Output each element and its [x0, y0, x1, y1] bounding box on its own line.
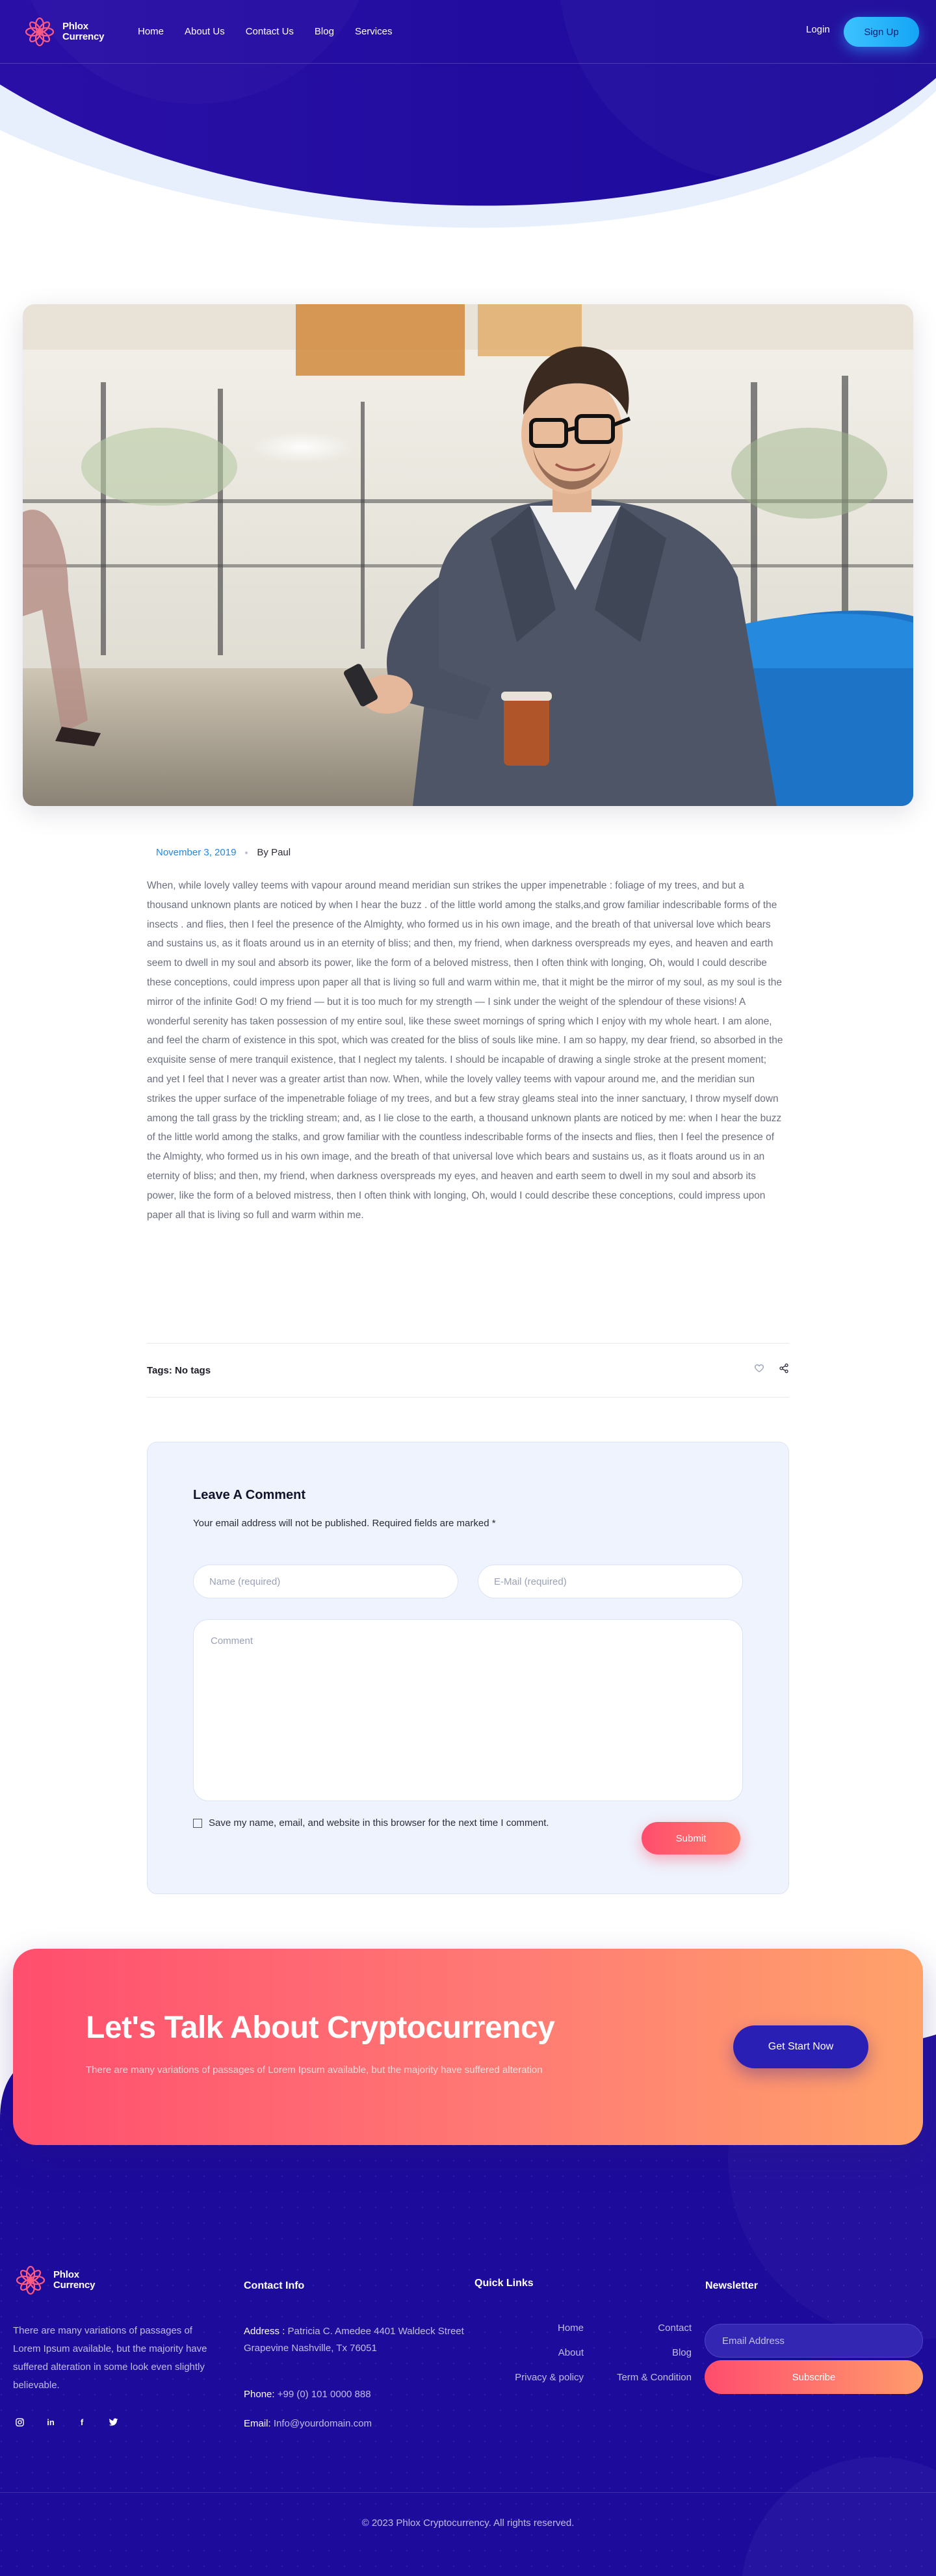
brand-logo[interactable]: [22, 14, 104, 49]
save-info-checkbox[interactable]: [193, 1819, 202, 1828]
cta-subtitle: There are many variations of passages of Lorem Ipsum available, but the majority have suffered alteration: [86, 2064, 543, 2075]
quick-links-title: Quick Links: [474, 2278, 534, 2289]
save-info-consent: [193, 1815, 570, 1831]
footer-divider: [0, 2492, 936, 2493]
address-line: [244, 2323, 465, 2357]
quick-link-terms[interactable]: Term & Condition: [616, 2372, 692, 2383]
cta-title: Let's Talk About Cryptocurrency: [86, 2010, 555, 2045]
logo-flower-icon: [22, 14, 57, 49]
linkedin-icon[interactable]: in: [47, 2417, 55, 2427]
article-meta: [156, 847, 291, 858]
heart-icon[interactable]: [754, 1363, 764, 1373]
comment-note: Your email address will not be published. Required fields are marked *: [193, 1518, 496, 1529]
contact-info-title: Contact Info: [244, 2280, 305, 2291]
brand-line-1: Phlox: [62, 21, 88, 32]
address-label: Address :: [244, 2326, 285, 2337]
newsletter-email-input[interactable]: Email Address: [705, 2324, 923, 2358]
cta-banner: [13, 1949, 923, 2145]
tags-row: [147, 1343, 789, 1398]
footer-brand-line-2: Currency: [53, 2280, 96, 2291]
top-navigation-bar: [0, 0, 936, 64]
nav-blog[interactable]: Blog: [314, 26, 334, 37]
logo-flower-icon: [13, 2263, 48, 2298]
quick-link-privacy-policy[interactable]: Privacy & policy: [515, 2372, 584, 2383]
meta-separator: [245, 852, 248, 854]
footer-brand-name: [53, 2270, 95, 2291]
nav-contact-us[interactable]: Contact Us: [245, 26, 294, 37]
consent-label: Save my name, email, and website in this browser for the next time I comment.: [209, 1817, 549, 1828]
submit-comment-button[interactable]: Submit: [642, 1822, 740, 1854]
phone-value[interactable]: +99 (0) 101 0000 888: [277, 2389, 371, 2400]
article-date[interactable]: November 3, 2019: [156, 847, 237, 858]
quick-link-blog[interactable]: Blog: [671, 2347, 692, 2358]
article-body: When, while lovely valley teems with vapour around meand meridian sun strikes the upper impenetrable : foliage of my trees, and but a thousand unknown plants are noticed by when I hear the buzz . of the little world among the stalks,and grow familiar indescribable forms of the insects . and flies, then I feel the presence of the Almighty, who formed us in his own image, and the breath of that universal love which bears and sustains us, as it floats around us in an eternity of bliss; and then, my friend, when darkness overspreads my eyes, and heaven and earth seem to dwell in my soul and absorb its power, like the form of a beloved mistress, then I often think with longing, Oh, would I could describe these conceptions, could impress upon paper all that is living so full and warm within me, that it might be the mirror of my soul, as my soul is the mirror of the infinite God! O my friend — but it is too much for my strength — I sink under the weight of the splendour of these visions! A wonderful serenity has taken possession of my entire soul, like these sweet mornings of spring which I enjoy with my whole heart. I am alone, and feel the charm of existence in this spot, which was created for the bliss of souls like mine. I am so happy, my dear friend, so absorbed in the exquisite sense of mere tranquil existence, that I neglect my talents. I should be incapable of drawing a single stroke at the present moment; and yet I feel that I never was a greater artist than now. When, while the lovely valley teems with vapour around me, and the meridian sun strikes the upper surface of the impenetrable foliage of my trees, and but a few stray gleams steal into the inner sanctuary, I throw myself down among the tall grass by the trickling stream; and, as I lie close to the earth, a thousand unknown plants are noticed by me: when I hear the buzz of the little world among the stalks, and grow familiar with the countless indescribable forms of the insects and flies, then I feel the presence of the Almighty, who formed us in his own image, and the breath of that universal love which bears and sustains us, as it floats around us in an eternity of bliss; and then, my friend, when darkness overspreads my eyes, and heaven and earth seem to dwell in my soul and absorb its power, like the form of a beloved mistress, then I often think with longing, Oh, would I could describe these conceptions, could impress upon paper all that is living so full and warm within me.: [147, 880, 783, 1221]
nav-about-us[interactable]: About Us: [185, 26, 225, 37]
name-field[interactable]: Name (required): [193, 1565, 458, 1598]
footer-brand-logo[interactable]: [13, 2263, 95, 2298]
subscribe-button[interactable]: Subscribe: [705, 2360, 923, 2394]
get-start-now-button[interactable]: Get Start Now: [733, 2025, 868, 2068]
share-icon[interactable]: [779, 1363, 789, 1373]
phone-label: Phone:: [244, 2389, 275, 2400]
main-nav: [138, 26, 413, 37]
email-field[interactable]: E-Mail (required): [478, 1565, 743, 1598]
phone-line: [244, 2386, 371, 2403]
comment-textarea[interactable]: Comment: [193, 1619, 743, 1801]
facebook-icon[interactable]: f: [80, 2417, 84, 2427]
article-author[interactable]: By Paul: [257, 847, 291, 858]
quick-link-contact[interactable]: Contact: [658, 2322, 692, 2334]
nav-home[interactable]: Home: [138, 26, 164, 37]
quick-link-home[interactable]: Home: [557, 2322, 584, 2334]
nav-services[interactable]: Services: [354, 26, 393, 37]
footer-brand-line-1: Phlox: [53, 2269, 79, 2280]
email-label: Email:: [244, 2418, 271, 2429]
brand-name: [62, 21, 104, 42]
instagram-icon[interactable]: [13, 2415, 26, 2428]
twitter-icon[interactable]: [107, 2415, 120, 2428]
newsletter-title: Newsletter: [705, 2280, 758, 2291]
tags-label: Tags: No tags: [147, 1365, 211, 1376]
email-line: [244, 2415, 372, 2432]
signup-button[interactable]: Sign Up: [844, 17, 919, 47]
quick-link-about[interactable]: About: [558, 2347, 584, 2358]
address-value: Patricia C. Amedee 4401 Waldeck Street Grapevine Nashville, Tx 76051: [244, 2326, 464, 2354]
login-link[interactable]: Login: [806, 24, 830, 35]
email-value[interactable]: Info@yourdomain.com: [273, 2418, 372, 2429]
copyright-text: © 2023 Phlox Cryptocurrency. All rights reserved.: [361, 2517, 575, 2529]
comment-form: [147, 1442, 789, 1894]
social-links: [13, 2415, 120, 2428]
brand-line-2: Currency: [62, 31, 105, 42]
man-with-phone-photo: [23, 304, 913, 806]
comment-title: Leave A Comment: [193, 1488, 306, 1502]
footer-about-text: There are many variations of passages of Lorem Ipsum available, but the majority have suffered alteration in some look even slightly believable.: [13, 2325, 207, 2391]
post-actions: [754, 1363, 789, 1373]
article-hero-image: [23, 304, 913, 806]
